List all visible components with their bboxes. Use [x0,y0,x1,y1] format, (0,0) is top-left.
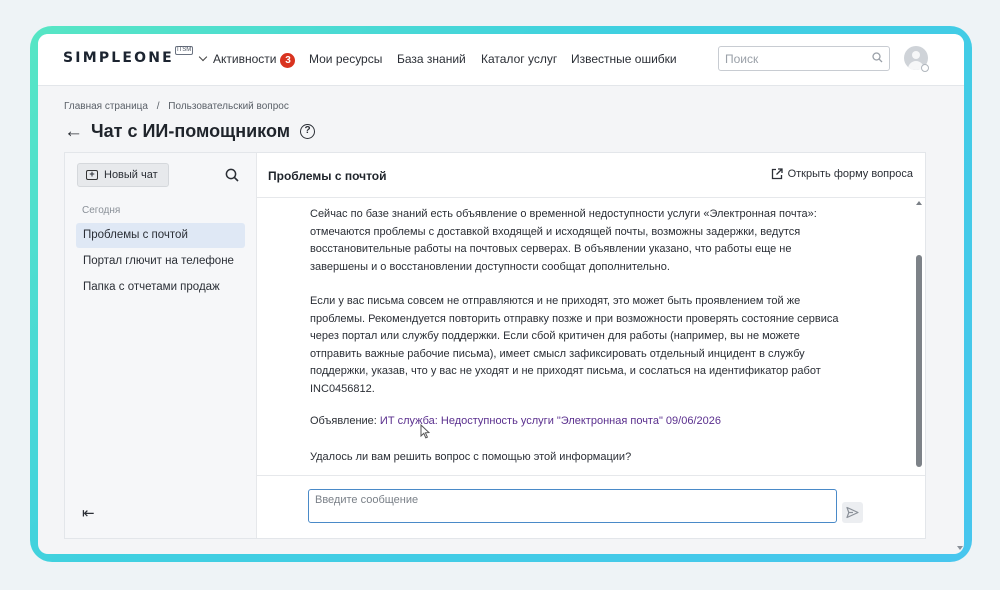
breadcrumb-current[interactable]: Пользовательский вопрос [168,101,289,112]
composer [257,475,925,538]
send-button[interactable] [842,502,863,523]
new-chat-label: Новый чат [104,169,158,181]
app-window [38,34,964,554]
message-list [257,199,913,475]
message-scrollbar[interactable] [913,199,925,475]
section-label-today: Сегодня [82,205,121,216]
nav-my-resources[interactable]: Мои ресурсы [309,52,383,66]
new-chat-button[interactable] [77,163,169,187]
scroll-down-arrow-icon[interactable] [957,546,963,550]
search-input[interactable] [719,47,864,70]
nav-activities[interactable] [200,52,295,68]
top-navigation [38,34,964,86]
chat-item-mail-problems[interactable]: Проблемы с почтой [76,223,245,248]
message-input[interactable] [309,490,836,522]
chevron-down-icon [199,53,207,61]
breadcrumb [64,101,295,112]
nav-known-errors[interactable]: Известные ошибки [571,52,677,66]
announcement-line [310,413,840,431]
back-arrow-icon[interactable]: ← [64,120,83,142]
scroll-up-arrow-icon[interactable] [916,201,922,205]
search-icon[interactable] [872,52,883,63]
assistant-message-paragraph-1: Сейчас по базе знаний есть объявление о временной недоступности услуги «Электронная почта»: отмечаются проблемы с доставкой входящей и исходящей почты, возможны задержки, ведутся восстановительные работы на почтовых серверах. В объявлении указано, что работы еще не завершены и о восстановлении доступности сообщат дополнительно. [310,208,817,273]
announcement-link[interactable]: ИТ служба: Недоступность услуги "Электронная почта" 09/06/2026 [379,415,721,427]
announcement-prefix: Объявление: [310,415,377,427]
assistant-question: Удалось ли вам решить вопрос с помощью этой информации? [310,451,632,463]
page-header [64,121,315,142]
open-form-label: Открыть форму вопроса [787,168,913,180]
page-title: Чат с ИИ-помощником [91,121,291,141]
activities-count-badge: 3 [280,53,295,68]
message-field [308,489,837,523]
global-search [718,46,890,71]
status-indicator [921,64,929,72]
chat-sidebar [65,153,257,538]
screenshot-frame [30,26,972,562]
new-chat-icon: + [86,170,98,180]
avatar-head [912,51,920,59]
open-form-button[interactable] [771,168,913,180]
logo[interactable] [63,47,193,66]
breadcrumb-separator: / [156,101,160,112]
chat-title: Проблемы с почтой [268,169,387,183]
nav-service-catalog[interactable]: Каталог услуг [481,52,558,66]
collapse-sidebar-icon[interactable]: ⇤ [82,505,95,522]
breadcrumb-home[interactable]: Главная страница [64,101,148,112]
nav-activities-label: Активности [213,52,277,66]
send-icon [846,506,859,519]
logo-text: SIMPLEONE [63,50,174,66]
help-icon[interactable]: ? [300,124,315,139]
mouse-cursor-icon [420,424,430,439]
chat-item-portal-glitch[interactable]: Портал глючит на телефоне [83,255,234,267]
scrollbar-thumb[interactable] [916,255,922,467]
external-link-icon [771,168,783,180]
page-scrollbar[interactable] [956,34,964,554]
chat-panel [64,152,926,539]
chat-header [257,153,925,198]
chat-item-sales-reports[interactable]: Папка с отчетами продаж [83,281,220,293]
assistant-message-paragraph-2: Если у вас письма совсем не отправляются и не приходят, это может быть проявлением той же проблемы. Рекомендуется повторить отправку позже и при возможности проверять состояние сервиса через портал или службу поддержки. Если сбой критичен для работы (например, вы не можете отправить важные рабочие письма), имеет смысл зафиксировать отдельный инцидент в службу поддержки, указав, что у вас не уходят и не приходят письма, и сослаться на идентификатор работ INC0456812. [310,295,839,395]
search-icon[interactable] [225,168,239,182]
nav-knowledge-base[interactable]: База знаний [397,52,466,66]
logo-badge: ITSM [176,47,192,53]
chat-area [257,153,925,538]
